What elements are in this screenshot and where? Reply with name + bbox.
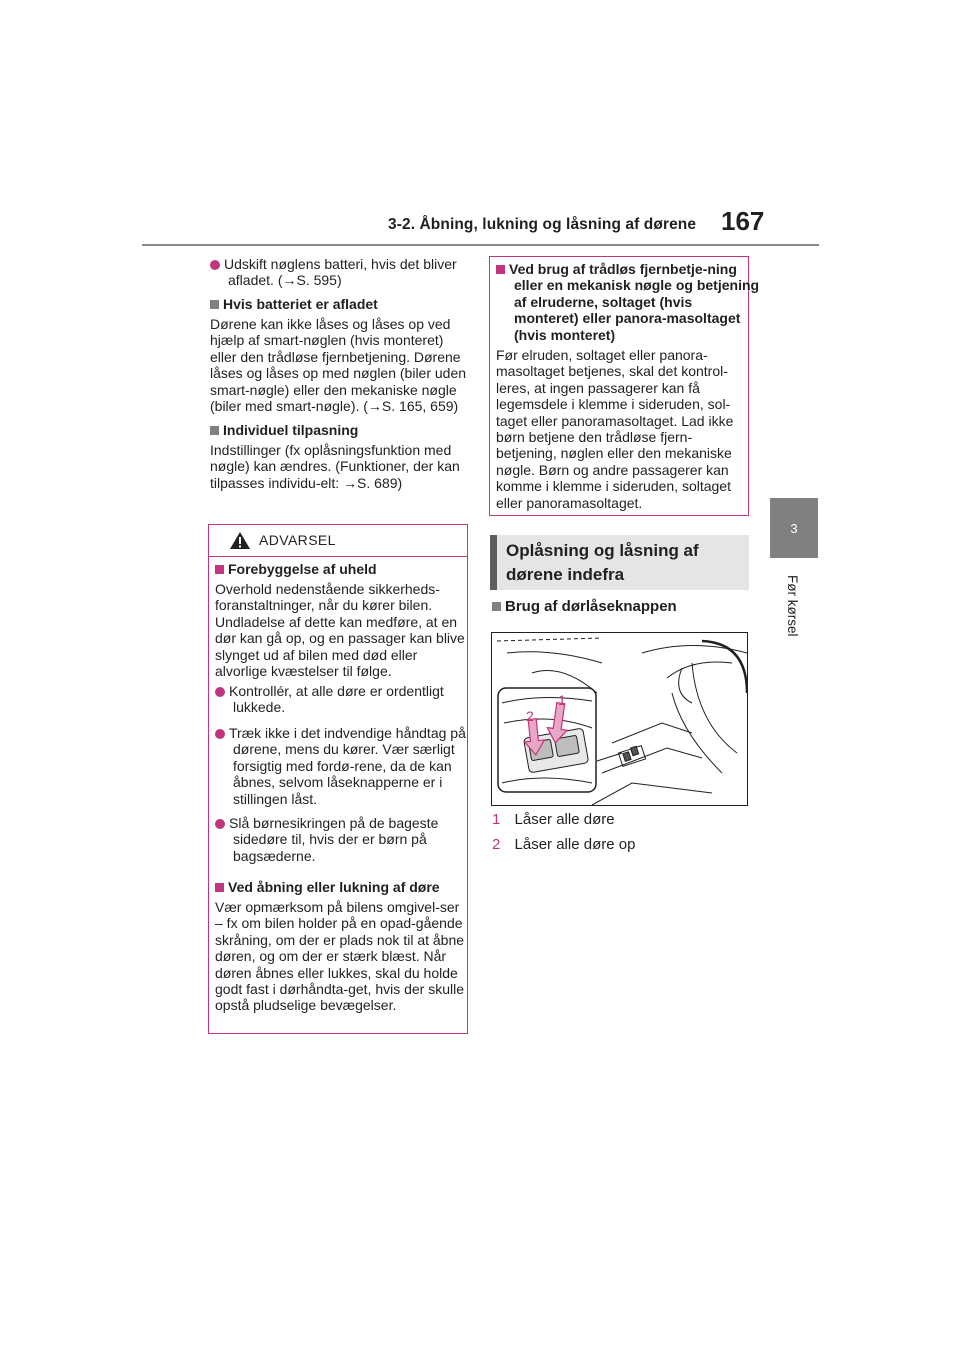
step-2: [492, 836, 635, 853]
info-heading: [496, 261, 760, 343]
warning-label: ADVARSEL: [259, 532, 336, 548]
bullet-icon: [215, 819, 225, 829]
info-paragraph: Før elruden, soltaget eller panora-masoltaget betjenes, skal det kontrol-leres, at ingen passagerer kan få legemsdele i klemme i sideruden, sol-taget eller panoramasoltaget. Lad ikke børn betjene den trådløse fjern-betjening, nøglen eller den mekaniske nøgle. Børn og andre passagerer kan komme i klemme i sideruden, soltaget eller panoramasoltaget.: [496, 347, 734, 511]
warning-bullet-child-lock-text: Slå børnesikringen på de bageste sidedøre til, hvis der er børn på bagsæderne.: [229, 815, 439, 864]
warning-box: [208, 524, 468, 1034]
warning-heading-accident: [215, 561, 463, 577]
section-heading-text: [506, 539, 699, 587]
section-heading-bar: [490, 535, 497, 590]
square-icon: [215, 883, 224, 892]
warning-paragraph-accident: Overhold nedenstående sikkerheds-foranstaltninger, når du kører bilen. Undladelse af dette kan medføre, at en dør kan gå op, og en passager kan blive slynget ud af bilen med død eller alvorlige kvæstelser til følge.: [215, 581, 465, 680]
step-2-text: Låser alle døre op: [514, 836, 636, 853]
warning-heading-accident-text: Forebyggelse af uheld: [228, 561, 377, 577]
chapter-number: 3: [790, 520, 798, 536]
paragraph-battery-dead: Dørene kan ikke låses og låses op ved hjælp af smart-nøglen (hvis monteret) eller den trådløse fjernbetjening. Dørene låses og låses op med nøglen (biler uden smart-nøgle) eller den mekaniske nøgle (biler med smart-nøgle). (→S. 165, 659): [210, 316, 467, 415]
section-heading: [490, 535, 749, 590]
bullet-battery-text: Udskift nøglens batteri, hvis det bliver afladet. (→S. 595): [224, 256, 457, 289]
heading-customization: [210, 422, 466, 438]
warning-heading-opening-text: Ved åbning eller lukning af døre: [228, 879, 440, 895]
subheading-door-lock-switch: [492, 598, 677, 615]
warning-bullet-handle: [215, 725, 481, 807]
header-divider: [142, 244, 819, 246]
section-heading-line2: dørene indefra: [506, 565, 625, 584]
bullet-icon: [215, 729, 225, 739]
section-heading-line1: Oplåsning og låsning af: [506, 541, 699, 560]
square-icon: [496, 265, 505, 274]
heading-battery-dead: [210, 296, 466, 312]
step-2-number: 2: [492, 836, 501, 853]
square-icon: [492, 602, 501, 611]
warning-heading-opening: [215, 879, 463, 895]
warning-bullet-handle-text: Træk ikke i det indvendige håndtag på dørene, mens du kører. Vær særligt forsigtig med fordø-rene, da de kan åbnes, selvom låseknapperne er i stillingen låst.: [229, 725, 466, 807]
subheading-door-lock-switch-text: Brug af dørlåseknappen: [505, 598, 677, 615]
door-lock-illustration: [491, 632, 748, 806]
section-title: 3-2. Åbning, lukning og låsning af dørene: [388, 216, 697, 233]
warning-bullet-child-lock: [215, 815, 481, 864]
chapter-label: [780, 575, 804, 675]
square-icon: [210, 300, 219, 309]
info-heading-text: Ved brug af trådløs fjernbetje-ning eller en mekanisk nøgle og betjening af elruderne, soltaget (hvis monteret) eller panora-masoltaget (hvis monteret): [509, 261, 760, 343]
step-1: [492, 811, 615, 828]
heading-battery-dead-text: Hvis batteriet er afladet: [223, 296, 378, 312]
heading-customization-text: Individuel tilpasning: [223, 422, 359, 438]
page-number: 167: [721, 206, 765, 236]
square-icon: [210, 426, 219, 435]
chapter-label-text: Før kørsel: [785, 575, 800, 637]
warning-paragraph-opening: Vær opmærksom på bilens omgivel-ser – fx om bilen holder på en opad-gående skråning, om der er plads nok til at åbne døren, og om der er stærk blæst. Når døren åbnes eller lukkes, skal du holde godt fast i dørhåndta-get, hvis der skulle opstå pludselige bevægelser.: [215, 899, 465, 1014]
bullet-battery: [210, 256, 484, 289]
warning-bullet-doors-closed: [215, 683, 481, 716]
callout-1: 1: [558, 692, 566, 708]
step-1-number: 1: [492, 811, 501, 828]
square-icon: [215, 565, 224, 574]
step-1-text: Låser alle døre: [514, 811, 615, 828]
paragraph-customization: Indstillinger (fx oplåsningsfunktion med nøgle) kan ændres. (Funktioner, der kan tilpasses individu-elt: →S. 689): [210, 442, 460, 491]
warning-bullet-doors-closed-text: Kontrollér, at alle døre er ordentligt lukkede.: [229, 683, 444, 716]
warning-triangle-icon: [229, 531, 251, 550]
bullet-icon: [210, 260, 220, 270]
chapter-tab: [770, 498, 818, 558]
warning-header: [209, 525, 467, 557]
door-lock-drawing: [492, 633, 747, 805]
callout-2: 2: [526, 708, 534, 724]
bullet-icon: [215, 687, 225, 697]
info-box: [489, 256, 760, 516]
